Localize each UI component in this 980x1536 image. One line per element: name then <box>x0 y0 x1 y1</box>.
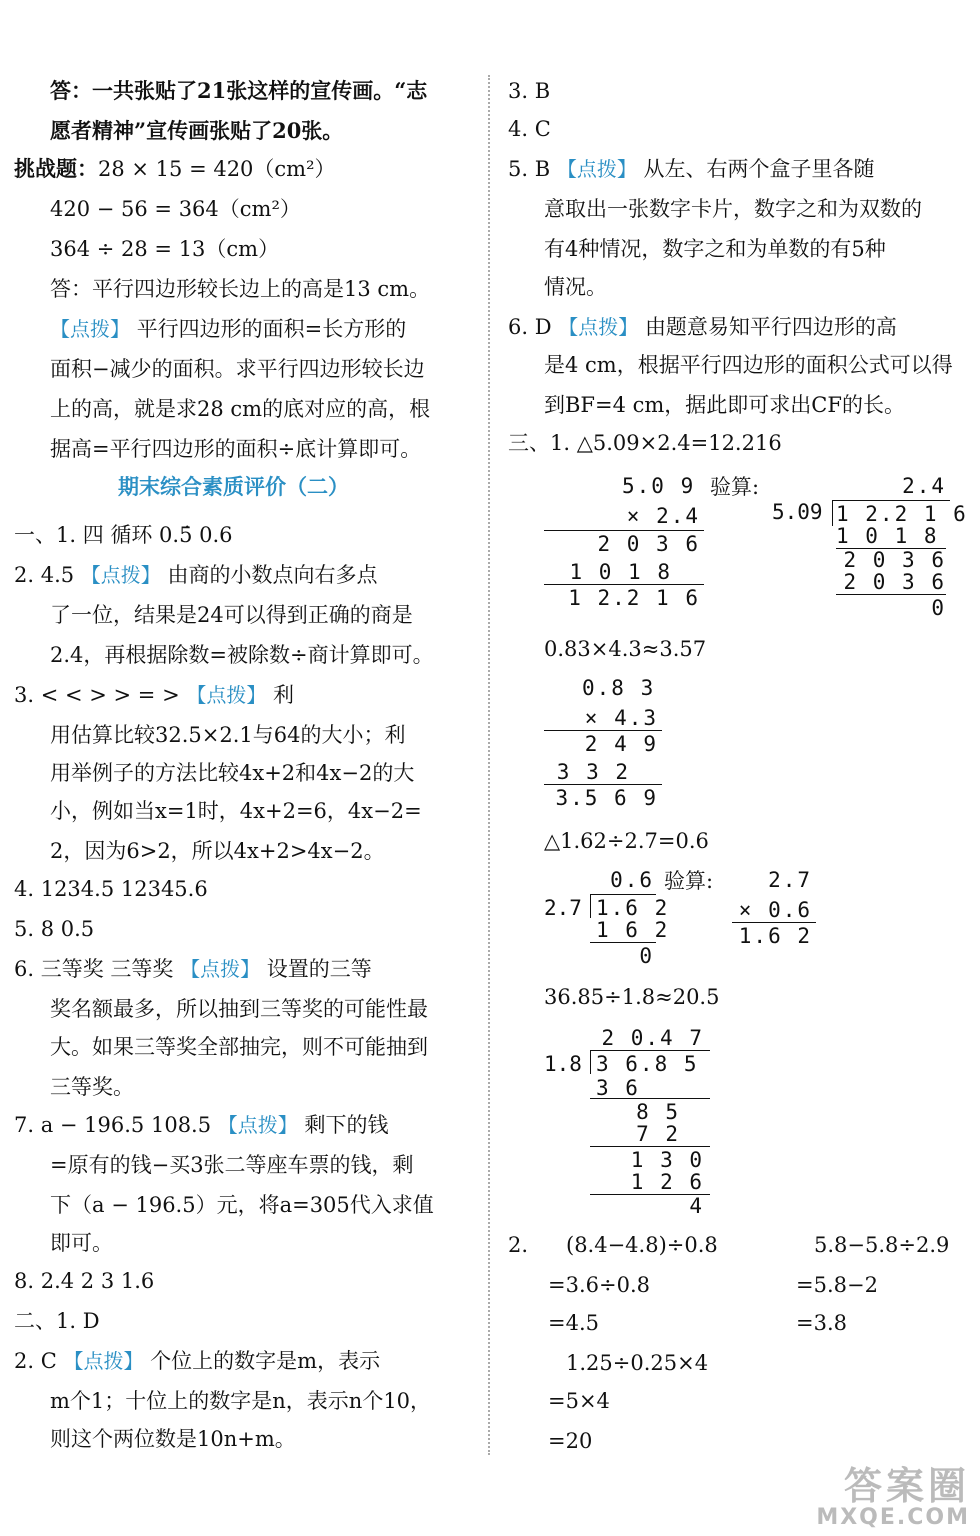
q1-3-tip: 利 <box>273 683 295 707</box>
tip-line-3: 上的高，就是求28 cm的底对应的高，根 <box>50 397 431 421</box>
q3-1-header: 三、1. △5.09×2.4=12.216 <box>508 431 782 455</box>
div1-step-1: 1 0 1 8 <box>836 524 939 548</box>
q2-2-line-2: m个1；十位上的数字是n，表示n个10， <box>50 1389 432 1413</box>
q5-line-4: 情况。 <box>544 275 607 299</box>
q5 <box>508 154 875 184</box>
mult3-line <box>732 922 816 923</box>
tip-tag: 【点拨】 <box>63 1349 144 1373</box>
tip-line-2: 面积−减少的面积。求平行四边形较长边 <box>50 357 425 381</box>
q1-2 <box>14 560 377 590</box>
q1-7 <box>14 1110 388 1140</box>
column-divider <box>488 75 490 1455</box>
div3-bracket <box>590 1050 591 1074</box>
q5-line-3: 有4种情况，数字之和为单数的有5种 <box>544 237 886 261</box>
q1-3-line-5: 2，因为6>2，所以4x+2>4x−2。 <box>50 839 385 863</box>
mult2-partial-1: 2 4 9 <box>584 732 658 756</box>
div2-dividend: 1.6 2 <box>596 896 670 920</box>
q6-line-2: 是4 cm，根据平行四边形的面积公式可以得 <box>544 353 953 377</box>
mult1-line-1 <box>544 530 704 531</box>
q1-3-answer: 3. < < > > = > <box>14 683 180 707</box>
q1-7-line-4: 即可。 <box>50 1231 113 1255</box>
mult3-top: 2.7 <box>768 868 812 892</box>
div3-remainder: 4 <box>689 1194 704 1218</box>
mult2-multiplier: × 4.3 <box>584 706 658 730</box>
div1-step-3: 2 0 3 6 <box>843 570 946 594</box>
q1-3-line-2: 用估算比较32.5×2.1与64的大小；利 <box>50 723 406 747</box>
tip-line-4: 据高=平行四边形的面积÷底计算即可。 <box>50 437 422 461</box>
q5-line-2: 意取出一张数字卡片，数字之和为双数的 <box>544 197 922 221</box>
q1-7-line-2: =原有的钱−买3张二等座车票的钱，剩 <box>50 1153 414 1177</box>
div3-bar <box>590 1050 710 1051</box>
expr-4: 36.85÷1.8≈20.5 <box>544 985 720 1009</box>
q1-3-line-4: 小，例如当x=1时，4x+2=6，4x−2= <box>50 799 422 823</box>
q1-2-line-3: 2.4，再根据除数=被除数÷商计算即可。 <box>50 643 434 667</box>
mult3-multiplier: × 0.6 <box>738 898 812 922</box>
calc-line-2: 420 − 56 = 364（cm²） <box>50 197 301 221</box>
div3-line-2 <box>590 1146 710 1147</box>
tip-tag: 【点拨】 <box>217 1113 298 1137</box>
watermark-logo-text: 答案圈 <box>843 1464 970 1508</box>
q1-3-line-3: 用举例子的方法比较4x+2和4x−2的大 <box>50 761 415 785</box>
q5-answer: 5. B <box>508 157 551 181</box>
calc-line-3: 364 ÷ 28 = 13（cm） <box>50 237 280 261</box>
q1-3 <box>14 680 294 710</box>
p2c-line-3: =20 <box>548 1429 593 1453</box>
q1-7-tip: 剩下的钱 <box>304 1113 389 1137</box>
mult1-top: 5.0 9 <box>622 474 696 498</box>
q1-2-line-2: 了一位，结果是24可以得到正确的商是 <box>50 603 413 627</box>
tip-line-1 <box>50 314 406 344</box>
div3-step-4: 1 3 0 <box>630 1148 704 1172</box>
challenge-expr: 28 × 15 = 420（cm²） <box>98 157 336 181</box>
mult1-line-2 <box>544 584 704 585</box>
div1-divisor: 5.09 <box>772 500 823 524</box>
mult1-multiplier: × 2.4 <box>626 504 700 528</box>
q5-tip: 从左、右两个盒子里各随 <box>643 157 875 181</box>
q6-tip: 由题意易知平行四边形的高 <box>644 315 897 339</box>
mult2-partial-2: 3 3 2 <box>556 760 630 784</box>
div1-remainder: 0 <box>931 596 946 620</box>
div1-bracket <box>832 500 833 526</box>
q6-line-3: 到BF=4 cm，据此即可求出CF的长。 <box>544 393 905 417</box>
q6 <box>508 312 897 342</box>
challenge-label: 挑战题： <box>14 156 98 181</box>
p2b-line-2: =5.8−2 <box>796 1273 878 1297</box>
p2b-line-3: =3.8 <box>796 1311 847 1335</box>
div1-dividend: 1 2.2 1 6 <box>836 502 968 526</box>
watermark-url: MXQE.COM <box>816 1505 970 1530</box>
q1-6-answer: 6. 三等奖 三等奖 <box>14 957 174 981</box>
div3-step-1: 3 6 <box>596 1076 640 1100</box>
tip-tag: 【点拨】 <box>556 157 637 181</box>
div3-dividend: 3 6.8 5 <box>596 1052 699 1076</box>
mult2-line-1 <box>544 730 662 731</box>
tip-text: 平行四边形的面积=长方形的 <box>136 317 407 341</box>
div3-quotient: 2 0.4 7 <box>601 1026 704 1050</box>
answer-line-3: 答：平行四边形较长边上的高是13 cm。 <box>50 277 431 301</box>
watermark <box>816 1466 970 1530</box>
div2-remainder: 0 <box>639 944 654 968</box>
p2a-line-3: =4.5 <box>548 1311 599 1335</box>
q2-2-line-3: 则这个两位数是10n+m。 <box>50 1427 296 1451</box>
mult2-product: 3.5 6 9 <box>555 786 658 810</box>
mult2-line-2 <box>544 784 662 785</box>
mult1-partial-1: 2 0 3 6 <box>597 532 700 556</box>
p2c-line-2: =5×4 <box>548 1389 610 1413</box>
p2c-line-1: 1.25÷0.25×4 <box>566 1351 709 1375</box>
div3-divisor: 1.8 <box>544 1052 582 1076</box>
tip-tag: 【点拨】 <box>80 563 161 587</box>
q1-5: 5. 8 0.5 <box>14 917 95 941</box>
mult1-product: 1 2.2 1 6 <box>568 586 700 610</box>
tip-tag: 【点拨】 <box>50 317 130 341</box>
check2-label: 验算: <box>664 869 714 893</box>
q6-answer: 6. D <box>508 315 552 339</box>
div1-bar <box>832 500 950 501</box>
q4: 4. C <box>508 117 551 141</box>
answer-line-1: 答：一共张贴了21张这样的宣传画。“志 <box>50 78 428 103</box>
div2-quotient: 0.6 <box>610 868 654 892</box>
q1-6-tip: 设置的三等 <box>266 957 372 981</box>
answer-line-2: 愿者精神”宣传画张贴了20张。 <box>50 118 344 143</box>
div1-step-2: 2 0 3 6 <box>843 548 946 572</box>
mult1-partial-2: 1 0 1 8 <box>569 560 672 584</box>
expr-3: △1.62÷2.7=0.6 <box>544 829 709 853</box>
q1-6-line-2: 奖名额最多，所以抽到三等奖的可能性最 <box>50 997 428 1021</box>
q2-2-tip: 个位上的数字是m，表示 <box>150 1349 381 1373</box>
div1-quotient: 2.4 <box>902 474 946 498</box>
tip-tag: 【点拨】 <box>558 315 639 339</box>
div3-step-5: 1 2 6 <box>630 1170 704 1194</box>
div3-step-2: 8 5 <box>636 1100 680 1124</box>
q2-2-answer: 2. C <box>14 1349 57 1373</box>
div3-step-3: 7 2 <box>636 1122 680 1146</box>
p2b-line-1: 5.8−5.8÷2.9 <box>814 1233 950 1257</box>
q1-1: 一、1. 四 循环 0.5̇ 0.6 <box>14 523 233 547</box>
expr-2: 0.83×4.3≈3.57 <box>544 637 707 661</box>
q1-6-line-4: 三等奖。 <box>50 1075 134 1099</box>
q1-2-tip: 由商的小数点向右多点 <box>167 563 378 587</box>
p2a-line-2: =3.6÷0.8 <box>548 1273 650 1297</box>
q3: 3. B <box>508 79 551 103</box>
div2-bar <box>590 894 656 895</box>
tip-tag: 【点拨】 <box>186 683 267 707</box>
q1-4: 4. 1234.5 12345.6 <box>14 877 208 901</box>
challenge-line <box>14 154 336 184</box>
p2a-line-1: (8.4−4.8)÷0.8 <box>566 1233 718 1257</box>
q1-8: 8. 2.4 2 3 1.6 <box>14 1269 155 1293</box>
q2-1: 二、1. D <box>14 1309 100 1333</box>
tip-tag: 【点拨】 <box>180 957 261 981</box>
div3-line-1 <box>590 1098 710 1099</box>
div1-line-2 <box>836 594 946 595</box>
q1-7-answer: 7. a − 196.5 108.5 <box>14 1113 212 1137</box>
q1-6-line-3: 大。如果三等奖全部抽完，则不可能抽到 <box>50 1035 428 1059</box>
q2-2 <box>14 1346 380 1376</box>
q1-2-answer: 2. 4.5 <box>14 563 75 587</box>
div2-bracket <box>590 894 591 918</box>
q1-6 <box>14 954 372 984</box>
section-title: 期末综合素质评价（二） <box>118 475 349 499</box>
mult3-product: 1.6 2 <box>738 924 812 948</box>
q1-7-line-3: 下（a − 196.5）元，将a=305代入求值 <box>50 1193 434 1217</box>
p2-number: 2. <box>508 1233 529 1257</box>
div2-line-1 <box>590 942 656 943</box>
mult2-top: 0.8 3 <box>582 676 656 700</box>
check1-label: 验算: <box>710 475 760 499</box>
div2-divisor: 2.7 <box>544 896 582 920</box>
div2-step-1: 1 6 2 <box>596 918 670 942</box>
